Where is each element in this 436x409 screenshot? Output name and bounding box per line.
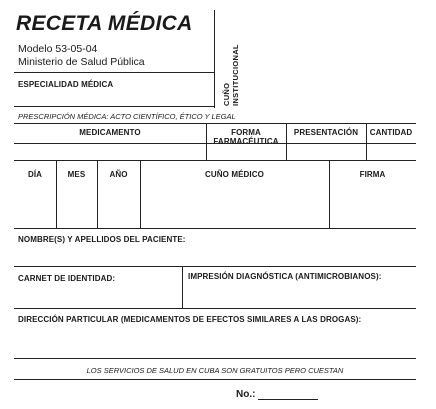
ministry-name: Ministerio de Salud Pública [18,56,145,68]
form-number-label: No.: [236,389,256,400]
specialty-label: ESPECIALIDAD MÉDICA [18,80,114,89]
signature-label: FIRMA [359,170,386,179]
col-cantidad: CANTIDAD [369,128,413,137]
stamp-divider [214,10,215,108]
header-divider [14,72,214,73]
date-day: DÍA [27,170,43,179]
id-card-label: CARNET DE IDENTIDAD: [18,274,116,283]
patient-name-line [14,266,416,267]
date-month: MES [67,170,86,179]
date-year: AÑO [109,170,128,179]
footer-note: LOS SERVICIOS DE SALUD EN CUBA SON GRATUITOS PERO CUESTAN [86,366,344,375]
address-bottom [14,358,416,359]
form-number-line [258,399,318,400]
form-model: Modelo 53-05-04 [18,43,98,55]
col-forma: FORMA FARMACÉUTICA [213,128,279,146]
table-top-line [14,123,416,124]
prescription-note: PRESCRIPCIÓN MÉDICA: ACTO CIENTÍFICO, ÉTICO Y LEGAL [18,112,236,121]
institutional-stamp-label: CUÑO INSTITUCIONAL [222,44,240,106]
col-presentacion: PRESENTACIÓN [293,128,359,137]
diagnosis-label: IMPRESIÓN DIAGNÓSTICA (ANTIMICROBIANOS): [188,272,382,281]
form-title: RECETA MÉDICA [16,12,193,35]
date-row-bottom [14,228,416,229]
address-label: DIRECCIÓN PARTICULAR (MEDICAMENTOS DE EFECTOS SIMILARES A LAS DROGAS): [18,315,362,324]
footer-line [14,379,416,380]
doctor-stamp-label: CUÑO MÉDICO [205,170,264,179]
header-row-line [14,143,416,144]
id-diagnosis-divider [182,266,183,308]
id-row-bottom [14,308,416,309]
specialty-line [14,106,214,107]
medication-entry-line [14,160,416,161]
patient-name-label: NOMBRE(S) Y APELLIDOS DEL PACIENTE: [18,235,186,244]
col-medicamento: MEDICAMENTO [79,128,141,137]
